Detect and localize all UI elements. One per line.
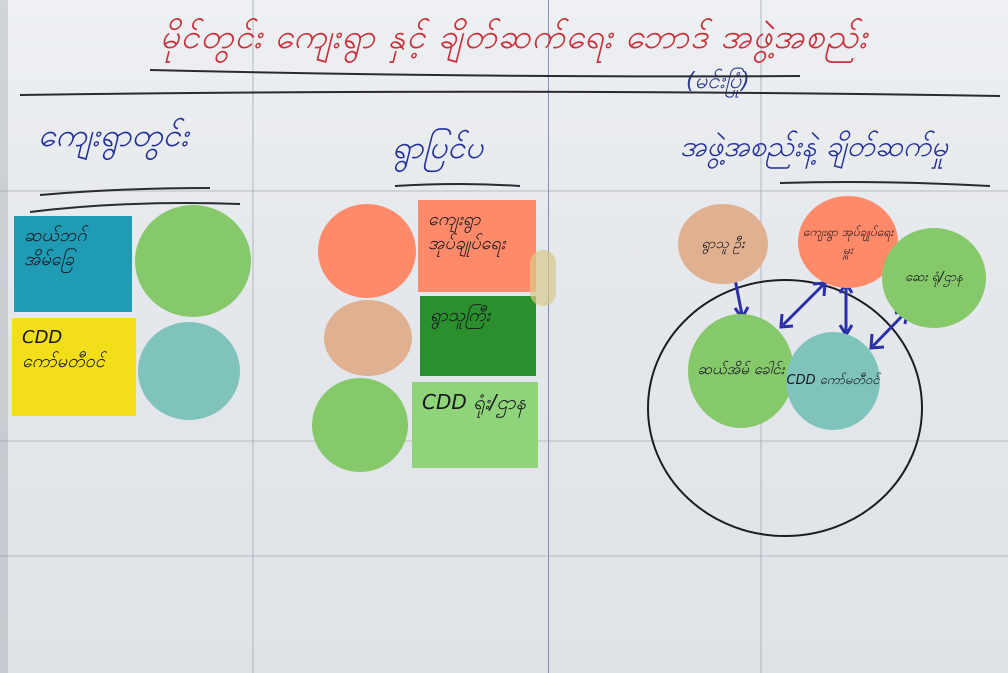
- column-header-right: အဖွဲ့အစည်းနဲ့ ချိတ်ဆက်မှု: [680, 129, 948, 163]
- orange-circle-admin: ကျေးရွာ အုပ်ချုပ်ရေးမှူး: [798, 196, 898, 288]
- sticky-note-orange: ကျေးရွာ အုပ်ချုပ်ရေး: [418, 200, 536, 292]
- column-header-middle: ရွာပြင်ပ: [392, 128, 484, 166]
- teal-circle-card: [138, 322, 240, 420]
- green-circle-health: ဆေး ရုံ/ဌာန: [882, 228, 986, 328]
- arrow-diagonal-2: [873, 313, 905, 346]
- green-circle-card: [135, 205, 251, 317]
- peach-circle-card: [324, 300, 412, 376]
- arrow-diagonal-1: [783, 285, 823, 325]
- middle-header-underline: [395, 184, 520, 186]
- title-underline-2: [20, 92, 1000, 96]
- orange-circle-card: [318, 204, 416, 298]
- green-circle-card: [312, 378, 408, 472]
- column-header-left: ကျေးရွာတွင်း: [38, 116, 189, 154]
- network-ring: [648, 280, 922, 536]
- left-header-underline: [40, 188, 210, 195]
- title-underline: [150, 70, 800, 76]
- sticky-note-yellow: CDD ကော်မတီဝင်: [12, 318, 136, 416]
- poster-subtitle: (မင်းပြုံ): [686, 69, 750, 94]
- sticky-note-teal: ဆယ်ဘဂ်အိမ်ခြေ: [14, 216, 132, 312]
- sticky-note-light-green: CDD ရုံး/ဌာန: [412, 382, 538, 468]
- green-circle-ten-household: ဆယ်အိမ် ခေါင်း: [688, 314, 794, 428]
- sticky-note-dark-green: ရွာသူကြီး: [420, 296, 536, 376]
- peach-circle-village-head: ရွာသူ ဦး: [678, 204, 768, 284]
- teal-circle-cdd-committee: CDD ကော်မတီဝင်: [786, 332, 880, 430]
- right-header-underline: [780, 182, 990, 186]
- poster-title: မိုင်တွင်း ကျေးရွာ နှင့် ချိတ်ဆက်ရေး ဘောဒ် အဖွဲ့အစည်း: [160, 17, 869, 57]
- partially-hidden-card: [530, 250, 556, 306]
